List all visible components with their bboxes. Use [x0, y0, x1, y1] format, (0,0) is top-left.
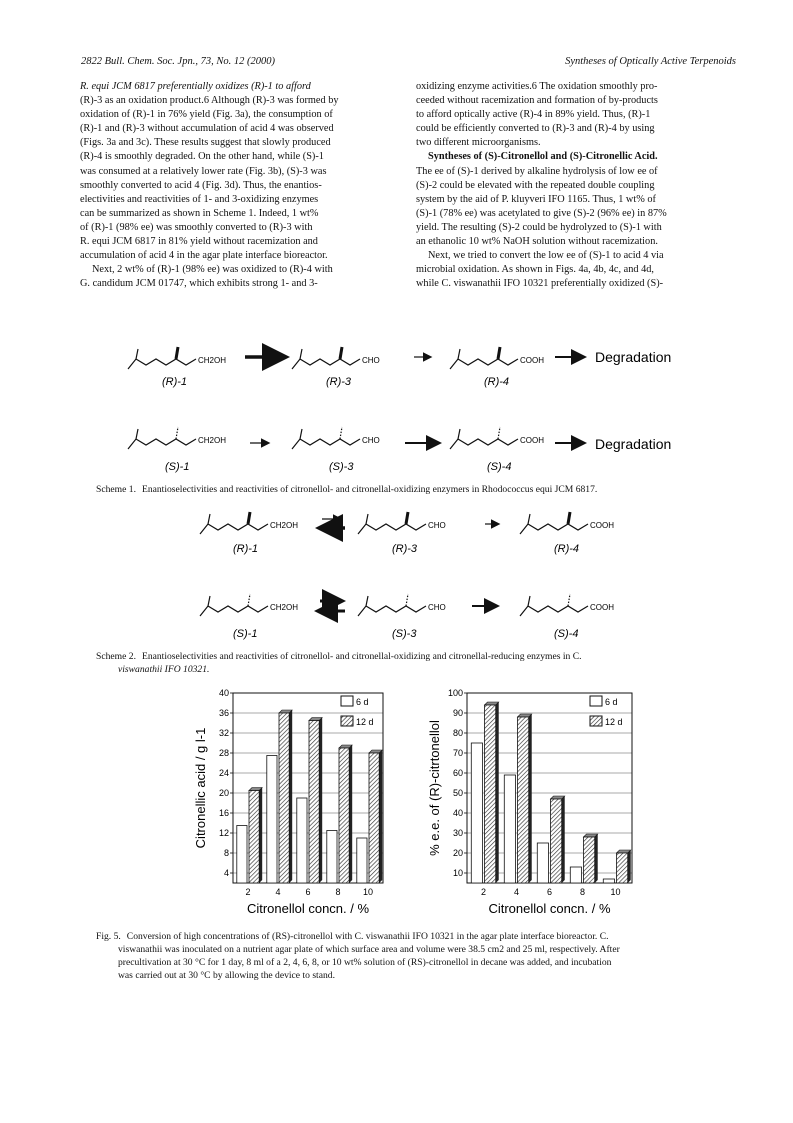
- y-tick-label: 100: [447, 688, 463, 698]
- x-tick-label: 4: [275, 887, 281, 897]
- bar: [617, 853, 628, 883]
- compound-label: (S)-4: [487, 461, 512, 473]
- text-line: smoothly converted to acid 4 (Fig. 3d). Thus, the enantios-: [80, 179, 322, 191]
- caption-text: Enantioselectivities and reactivities of citronellol- and citronellal-oxidizing and citronellal-reducing enzymes in C.: [141, 651, 582, 662]
- text-line: of (R)-1 (98% ee) was smoothly converted to (R)-3 with: [80, 221, 313, 233]
- group-label: COOH: [520, 356, 544, 365]
- group-label: COOH: [590, 603, 614, 612]
- molecule-s-1: [128, 427, 226, 449]
- bar: [249, 791, 259, 884]
- caption-label: Scheme 2.: [96, 651, 136, 662]
- text-line: (R)-4 is smoothly degraded. On the other hand, while (S)-1: [80, 151, 324, 163]
- y-tick-label: 70: [452, 748, 463, 758]
- bar: [584, 837, 595, 883]
- running-header-right: Syntheses of Optically Active Terpenoids: [565, 56, 736, 67]
- bar: [603, 879, 614, 883]
- compound-label: (S)-3: [329, 461, 354, 473]
- text-line: oxidation of (R)-1 in 76% yield (Fig. 3a), the consumption of: [80, 109, 333, 121]
- compound-label: (S)-1: [165, 461, 190, 473]
- compound-label: (S)-4: [554, 628, 579, 640]
- y-tick-label: 40: [218, 688, 229, 698]
- bar-side: [496, 702, 499, 883]
- compound-label: (R)-3: [326, 376, 352, 388]
- text-line: can be summarized as shown in Scheme 1. Indeed, 1 wt%: [80, 207, 319, 219]
- text-line: microbial oxidation. As shown in Figs. 4a, 4b, 4c, and 4d,: [416, 264, 654, 276]
- bar: [504, 775, 515, 883]
- text-line: ceeded without racemization and formation of by-products: [416, 95, 658, 107]
- bar: [485, 705, 496, 883]
- molecule-r-3: [292, 347, 380, 369]
- compound-label: (R)-3: [392, 543, 418, 555]
- bar: [267, 756, 277, 884]
- bar: [237, 826, 247, 884]
- caption-text: viswanathii was inoculated on a nutrient agar plate of which surface area and volume were 38.5 cm2 and 25 ml, respectively. After: [118, 944, 620, 955]
- caption-label: Scheme 1.: [96, 484, 136, 495]
- caption-label: Fig. 5.: [96, 931, 121, 942]
- bar: [518, 717, 529, 883]
- y-tick-label: 20: [452, 848, 463, 858]
- scheme-2-diagram: [0, 500, 793, 650]
- bar-side: [349, 745, 352, 883]
- group-label: CH2OH: [270, 603, 299, 612]
- y-axis-label: Citronellic acid / g l-1: [193, 727, 208, 849]
- bar-side: [319, 718, 322, 884]
- x-tick-label: 4: [513, 887, 520, 897]
- group-label: CH2OH: [198, 356, 227, 365]
- molecule-s-4: [520, 594, 614, 616]
- text-line: (R)-3 as an oxidation product.6 Although (R)-3 was formed by: [80, 95, 339, 107]
- molecule-r-3: [358, 512, 446, 534]
- y-tick-label: 16: [218, 808, 229, 818]
- caption-text: Enantioselectivities and reactivities of citronellol- and citronellal-oxidizing enzymers in Rhodococcus equi JCM 6817.: [141, 484, 598, 495]
- text-column-left: [80, 80, 392, 291]
- bar-top: [518, 714, 532, 717]
- text-line: G. candidum JCM 01747, which exhibits strong 1- and 3-: [80, 278, 318, 290]
- scheme-1-diagram: [0, 325, 793, 485]
- bar-top: [551, 796, 565, 799]
- text-line: two different microorganisms.: [416, 137, 541, 149]
- y-tick-label: 36: [218, 708, 229, 718]
- text-line: an ethanolic 10 wt% NaOH solution without racemization.: [416, 236, 658, 248]
- y-axis-label: % e.e. of (R)-citrtonellol: [427, 720, 442, 856]
- compound-label: (R)-4: [484, 376, 510, 388]
- molecule-s-1: [200, 594, 298, 616]
- group-label: CH2OH: [198, 436, 227, 445]
- group-label: CHO: [428, 603, 446, 612]
- y-tick-label: 10: [452, 868, 463, 878]
- scheme-1-caption: [96, 483, 597, 496]
- group-label: CH2OH: [270, 521, 299, 530]
- text-line: yield. The resulting (S)-2 could be hydrolyzed to (S)-1 with: [416, 221, 662, 233]
- text-line: oxidizing enzyme activities.6 The oxidation smoothly pro-: [416, 81, 658, 92]
- bar-top: [617, 850, 631, 853]
- x-tick-label: 6: [305, 887, 311, 897]
- bar-side: [289, 710, 292, 883]
- molecule-r-1: [128, 347, 226, 369]
- y-tick-label: 20: [218, 788, 229, 798]
- text-line: electivities and reactivities of 1- and 3-oxidizing enzymes: [80, 193, 319, 205]
- scheme-2-caption: [96, 650, 716, 676]
- bar: [357, 838, 367, 883]
- x-tick-label: 10: [610, 887, 621, 897]
- bar-side: [529, 714, 532, 883]
- y-tick-label: 12: [218, 828, 229, 838]
- bar: [369, 753, 379, 883]
- x-axis-label: Citronellol concn. / %: [488, 901, 611, 916]
- bar-top: [584, 834, 598, 837]
- y-tick-label: 80: [452, 728, 463, 738]
- text-line: (R)-1 and (R)-3 without accumulation of acid 4 was observed: [80, 123, 334, 135]
- bar: [570, 867, 581, 883]
- molecule-s-3: [358, 594, 446, 616]
- caption-text: viswanathii IFO 10321.: [118, 664, 210, 675]
- molecule-r-4: [450, 347, 544, 369]
- compound-label: (S)-3: [392, 628, 417, 640]
- text-line: accumulation of acid 4 in the agar plate interface bioreactor.: [80, 250, 328, 262]
- x-tick-label: 10: [362, 887, 374, 897]
- y-tick-label: 90: [452, 708, 463, 718]
- y-tick-label: 30: [452, 828, 463, 838]
- bar-side: [259, 788, 262, 884]
- bar-side: [562, 796, 565, 883]
- y-tick-label: 24: [218, 768, 229, 778]
- chart-ee-citronellol: [410, 688, 645, 926]
- text-line: while C. viswanathii IFO 10321 preferentially oxidized (S)-: [416, 278, 664, 290]
- text-line: Next, 2 wt% of (R)-1 (98% ee) was oxidized to (R)-4 with: [92, 264, 333, 276]
- bar: [279, 713, 289, 883]
- bar: [327, 831, 337, 884]
- legend-label: 12 d: [356, 717, 374, 727]
- bar-top: [485, 702, 499, 705]
- legend-swatch: [590, 696, 602, 706]
- bar: [339, 748, 349, 883]
- text-line: could be efficiently converted to (R)-3 and (R)-4 by using: [416, 123, 655, 135]
- chart-citronellic-acid: [180, 688, 395, 926]
- y-tick-label: 32: [218, 728, 229, 738]
- molecule-s-4: [450, 427, 544, 449]
- y-tick-label: 40: [452, 808, 463, 818]
- text-line: (S)-2 could be elevated with the repeated double coupling: [416, 179, 655, 191]
- bar: [297, 798, 307, 883]
- molecule-r-4: [520, 512, 614, 534]
- y-tick-label: 28: [218, 748, 229, 758]
- degradation-label: Degradation: [595, 436, 672, 452]
- text-line: to afford optically active (R)-4 in 89% yield. Thus, (R)-1: [416, 109, 651, 121]
- compound-label: (R)-4: [554, 543, 580, 555]
- y-tick-label: 4: [223, 868, 229, 878]
- section-heading: Syntheses of (S)-Citronellol and (S)-Citronellic Acid.: [428, 151, 658, 163]
- legend-swatch: [590, 716, 602, 726]
- legend-swatch: [341, 716, 353, 726]
- text-line: was consumed at a relatively lower rate (Fig. 3b), (S)-3 was: [80, 165, 327, 177]
- legend-swatch: [341, 696, 353, 706]
- text-line: (S)-1 (78% ee) was acetylated to give (S)-2 (96% ee) in 87%: [416, 207, 667, 219]
- y-tick-label: 8: [223, 848, 229, 858]
- legend-label: 6 d: [356, 697, 369, 707]
- figure-5-caption: [96, 930, 716, 982]
- x-axis-label: Citronellol concn. / %: [246, 901, 370, 916]
- compound-label: (S)-1: [233, 628, 258, 640]
- legend-label: 12 d: [605, 717, 623, 727]
- degradation-label: Degradation: [595, 349, 672, 365]
- compound-label: (R)-1: [233, 543, 259, 555]
- text-column-right: [416, 80, 728, 291]
- x-tick-label: 8: [579, 887, 586, 897]
- caption-text: precultivation at 30 °C for 1 day, 8 ml of a 2, 4, 6, 8, or 10 wt% solution of (RS)-citronellol in decane was added, and incubation: [118, 957, 612, 968]
- bar: [471, 743, 482, 883]
- text-line: Next, we tried to convert the low ee of (S)-1 to acid 4 via: [428, 250, 664, 262]
- x-tick-label: 6: [546, 887, 553, 897]
- group-label: COOH: [520, 436, 544, 445]
- text-line: (Figs. 3a and 3c). These results suggest that slowly produced: [80, 137, 331, 149]
- y-tick-label: 60: [452, 768, 463, 778]
- group-label: CHO: [428, 521, 446, 530]
- molecule-s-3: [292, 427, 380, 449]
- molecule-r-1: [200, 512, 298, 534]
- group-label: COOH: [590, 521, 614, 530]
- caption-text: was carried out at 30 °C by allowing the device to stand.: [118, 970, 335, 981]
- bar-side: [628, 850, 631, 883]
- bar-side: [379, 750, 382, 883]
- group-label: CHO: [362, 356, 380, 365]
- x-tick-label: 8: [335, 887, 341, 897]
- text-line: R. equi JCM 6817 preferentially oxidizes (R)-1 to afford: [80, 81, 311, 92]
- caption-text: Conversion of high concentrations of (RS)-citronellol with C. viswanathii IFO 10321 in the agar plate interface bioreactor. C.: [126, 931, 609, 942]
- group-label: CHO: [362, 436, 380, 445]
- bar: [551, 799, 562, 883]
- legend-label: 6 d: [605, 697, 618, 707]
- bar: [309, 721, 319, 884]
- bar-side: [595, 834, 598, 883]
- running-header-left: 2822 Bull. Chem. Soc. Jpn., 73, No. 12 (2000): [81, 56, 275, 67]
- text-line: system by the aid of P. kluyveri IFO 1165. Thus, 1 wt% of: [416, 193, 656, 205]
- x-tick-label: 2: [245, 887, 251, 897]
- bar: [537, 843, 548, 883]
- compound-label: (R)-1: [162, 376, 188, 388]
- y-tick-label: 50: [452, 788, 463, 798]
- x-tick-label: 2: [480, 887, 487, 897]
- text-line: R. equi JCM 6817 in 81% yield without racemization and: [80, 236, 318, 248]
- text-line: The ee of (S)-1 derived by alkaline hydrolysis of low ee of: [416, 165, 658, 177]
